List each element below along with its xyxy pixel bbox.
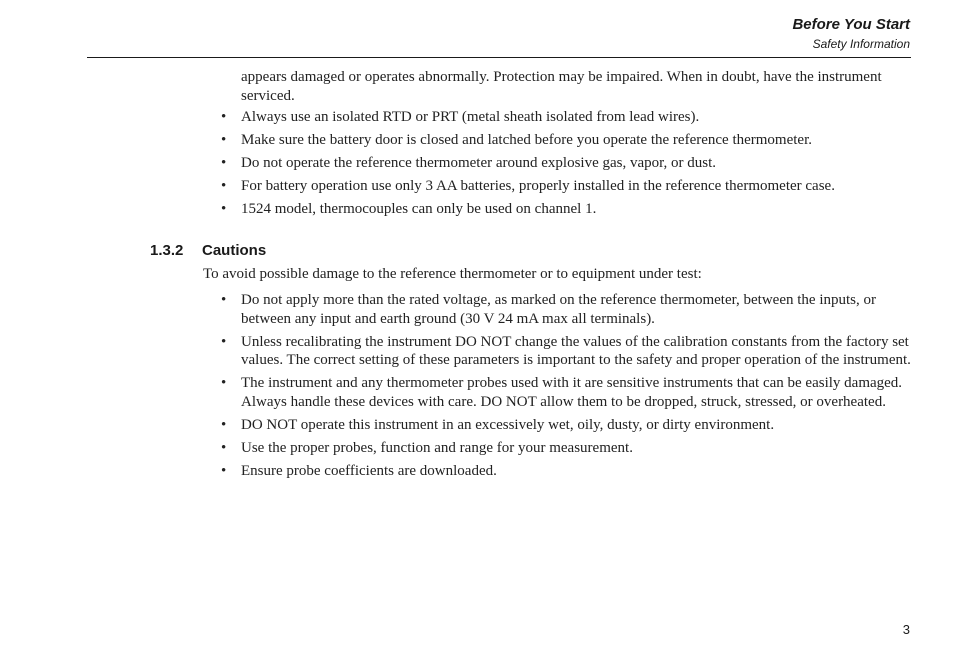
warnings-list: [221, 108, 911, 223]
header-subtitle: Safety Information: [812, 37, 910, 51]
bullet-icon: •: [221, 462, 227, 479]
list-item: [221, 154, 911, 173]
bullet-icon: •: [221, 178, 227, 194]
bullet-icon: •: [221, 333, 227, 350]
list-item: [221, 416, 911, 435]
list-item-text: DO NOT operate this instrument in an excessively wet, oily, dusty, or dirty environment.: [241, 416, 775, 433]
list-item: [221, 131, 911, 150]
page-header: [792, 15, 910, 52]
list-item-text: Do not apply more than the rated voltage, as marked on the reference thermometer, between the inputs, or between any input and earth ground (30 V 24 mA max all terminals).: [241, 292, 876, 327]
bullet-icon: •: [221, 439, 227, 456]
list-item: [221, 177, 911, 196]
list-item-text: Do not operate the reference thermometer around explosive gas, vapor, or dust.: [241, 155, 717, 171]
section-intro: To avoid possible damage to the reference thermometer or to equipment under test:: [203, 266, 702, 282]
bullet-icon: •: [221, 132, 227, 148]
list-item: [221, 374, 911, 411]
bullet-icon: •: [221, 155, 227, 171]
header-rule: [87, 57, 911, 58]
list-item-text: The instrument and any thermometer probes used with it are sensitive instruments that can be easily damaged. Always handle these devices with care. DO NOT allow them to be dropped, struck, stressed, or overheated.: [241, 375, 903, 410]
cautions-list: [221, 291, 911, 485]
bullet-icon: •: [221, 375, 227, 391]
list-item-text: For battery operation use only 3 AA batteries, properly installed in the reference thermometer case.: [241, 178, 835, 194]
list-item-text: 1524 model, thermocouples can only be used on channel 1.: [241, 201, 597, 217]
page-number: 3: [902, 622, 910, 637]
bullet-icon: •: [221, 416, 227, 433]
list-item: [221, 291, 911, 328]
list-item-text: Always use an isolated RTD or PRT (metal sheath isolated from lead wires).: [241, 109, 700, 125]
continuation-paragraph: appears damaged or operates abnormally. Protection may be impaired. When in doubt, have the instrument serviced.: [241, 69, 882, 104]
list-item: [221, 462, 911, 481]
list-item: [221, 200, 911, 219]
list-item: [221, 333, 911, 370]
section-title: Cautions: [202, 242, 267, 259]
list-item-text: Make sure the battery door is closed and latched before you operate the reference thermometer.: [241, 132, 812, 148]
header-title: Before You Start: [792, 16, 910, 33]
list-item: [221, 439, 911, 458]
list-item-text: Unless recalibrating the instrument DO NOT change the values of the calibration constants from the factory set values. The correct setting of these parameters is important to the safety and proper operation of the instrument.: [241, 333, 911, 368]
bullet-icon: •: [221, 292, 227, 308]
section-number: 1.3.2: [150, 242, 184, 259]
section-heading: [150, 241, 266, 260]
list-item-text: Ensure probe coefficients are downloaded.: [241, 462, 497, 479]
list-item-text: Use the proper probes, function and range for your measurement.: [241, 439, 633, 456]
list-item: [221, 108, 911, 127]
bullet-icon: •: [221, 201, 227, 217]
bullet-icon: •: [221, 109, 227, 125]
